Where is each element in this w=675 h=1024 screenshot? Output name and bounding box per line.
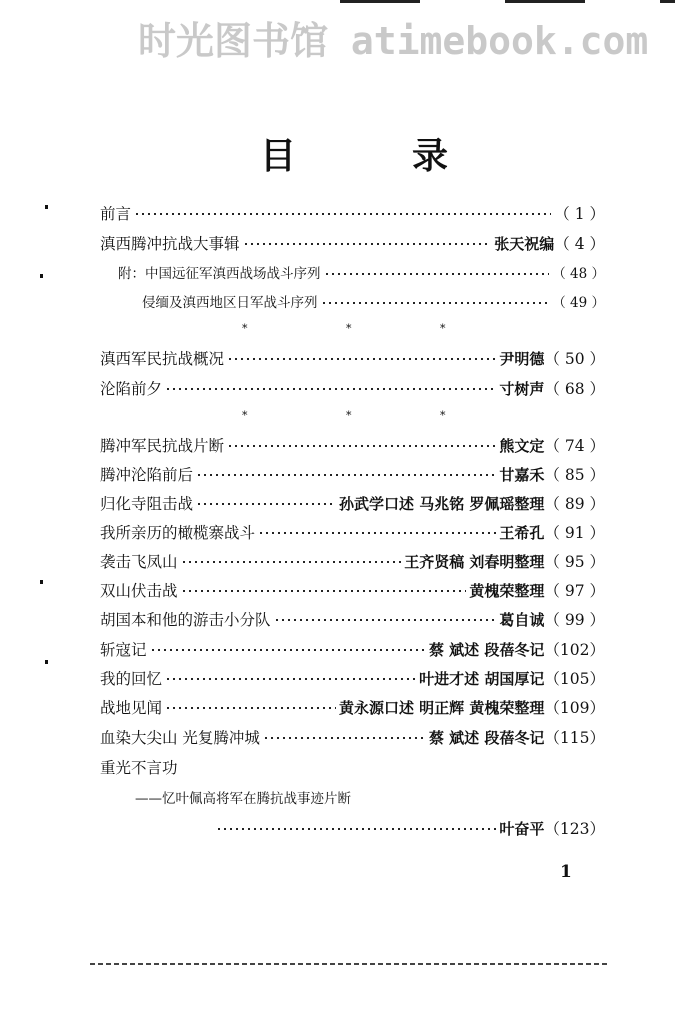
toc-entry-author: 黄槐荣整理 [469,582,545,600]
toc-entry [100,201,605,227]
toc-entry [100,695,605,721]
toc-entry-page: （ 74 ） [544,437,605,455]
toc-entry-author: 黄永源口述 明正辉 黄槐荣整理 [338,699,545,717]
toc-entry-author: 蔡 斌述 段蓓冬记 [428,729,545,747]
toc-entry-title: 袭击飞凤山 [100,553,178,571]
toc-entry-author: 王希孔 [499,524,545,542]
toc-entry-author: 蔡 斌述 段蓓冬记 [428,641,545,659]
toc-entry [100,607,605,633]
toc-entry-page: （ 68 ） [544,380,605,398]
dot-leader [263,737,426,739]
dot-leader [165,388,496,390]
toc-entry-page: （ 99 ） [544,611,605,629]
toc-entry [216,816,605,842]
bottom-edge-line [90,963,610,965]
margin-mark [45,660,48,664]
toc-entry-title: 双山伏击战 [100,582,178,600]
toc-entry-author: 甘嘉禾 [499,466,545,484]
toc-entry [100,462,605,488]
toc-entry [100,491,605,517]
toc-entry-page: （102） [544,641,605,659]
toc-entry-title: 腾冲沦陷前后 [100,466,194,484]
toc-entry-title: 腾冲军民抗战片断 [100,437,225,455]
toc-entry-title: 前言 [100,205,132,223]
toc-entry-author: 张天祝编 [494,235,555,253]
toc-entry-subtitle [135,786,605,812]
toc-entry-page: （ 89 ） [544,495,605,513]
toc-entry [100,725,605,751]
toc-entry-title: 沦陷前夕 [100,380,163,398]
dot-leader [216,828,496,830]
dot-leader [196,503,336,505]
dot-leader [321,302,550,304]
dot-leader [165,707,336,709]
toc-entry [100,231,605,257]
toc-entry-author: 王齐贤稿 刘春明整理 [404,553,545,571]
section-separator [150,409,550,423]
toc-entry-title: 胡国本和他的游击小分队 [100,611,271,629]
toc-entry-title: 重光不言功 [100,759,178,777]
toc-entry [100,578,605,604]
section-separator [150,322,550,336]
toc-entry [100,376,605,402]
toc-entry-page: （ 1 ） [554,205,605,223]
toc-entry-page: （ 4 ） [554,235,605,253]
toc-entry-author: 尹明德 [499,350,545,368]
top-edge-line [660,0,675,3]
toc-entry-author: 寸树声 [499,380,545,398]
dot-leader [274,619,497,621]
toc-entry-title: 滇西腾冲抗战大事辑 [100,235,240,253]
toc-entry-page: （105） [544,670,605,688]
toc-entry-page: （ 91 ） [544,524,605,542]
toc-entry-author: 叶奋平 [499,820,545,838]
separator-star: * [346,409,352,422]
toc-entry-page: （ 97 ） [544,582,605,600]
toc-entry [142,290,605,316]
toc-entry-title: 我的回忆 [100,670,163,688]
toc-entry-title: ——忆叶佩高将军在腾抗战事迹片断 [135,791,351,807]
page-title-char-2: 录 [412,136,449,177]
toc-entry-page: （123） [544,820,605,838]
toc-entry-author: 葛自诚 [499,611,545,629]
toc-entry-title: 附：中国远征军滇西战场战斗序列 [118,266,321,282]
margin-mark [45,205,48,209]
toc-entry-author: 熊文定 [499,437,545,455]
margin-mark [40,274,43,278]
separator-star: * [440,409,446,422]
separator-star: * [242,409,248,422]
separator-star: * [346,322,352,335]
dot-leader [258,532,496,534]
margin-mark [40,580,43,584]
toc-entry-page: （109） [544,699,605,717]
dot-leader [196,474,496,476]
toc-entry-title: 侵缅及滇西地区日军战斗序列 [142,295,318,311]
dot-leader [243,243,492,245]
toc-entry [118,261,605,287]
top-edge-line [505,0,585,3]
toc-entry [100,666,605,692]
toc-entry-title: 滇西军民抗战概况 [100,350,225,368]
watermark-text: 时光图书馆 atimebook.com [138,19,649,60]
toc-entry-page: （ 85 ） [544,466,605,484]
toc-entry [100,346,605,372]
page-title [0,128,675,178]
dot-leader [150,649,426,651]
dot-leader [324,273,550,275]
dot-leader [227,445,496,447]
page-number: 1 [560,862,572,882]
toc-entry-page: （115） [544,729,605,747]
top-edge-line [340,0,420,3]
dot-leader [227,358,496,360]
dot-leader [181,561,402,563]
toc-entry [100,520,605,546]
toc-entry-author: 叶进才述 胡国厚记 [419,670,545,688]
dot-leader [134,213,551,215]
toc-entry-title: 我所亲历的橄榄寨战斗 [100,524,256,542]
toc-entry [100,549,605,575]
toc-entry-page: （ 48 ） [552,266,605,282]
toc-entry-page: （ 49 ） [552,295,605,311]
toc-entry-title: 斩寇记 [100,641,147,659]
separator-star: * [242,322,248,335]
toc-entry-page: （ 50 ） [544,350,605,368]
toc-entry-author: 孙武学口述 马兆铭 罗佩瑶整理 [338,495,545,513]
separator-star: * [440,322,446,335]
toc-entry-title: 血染大尖山 光复腾冲城 [100,729,260,747]
toc-entry [100,755,605,781]
toc-entry-title: 战地见闻 [100,699,163,717]
toc-entry-page: （ 95 ） [544,553,605,571]
toc-entry [100,637,605,663]
page-title-char-1: 目 [260,136,297,177]
dot-leader [181,590,467,592]
toc-entry [100,433,605,459]
dot-leader [165,678,416,680]
toc-entry-title: 归化寺阻击战 [100,495,194,513]
